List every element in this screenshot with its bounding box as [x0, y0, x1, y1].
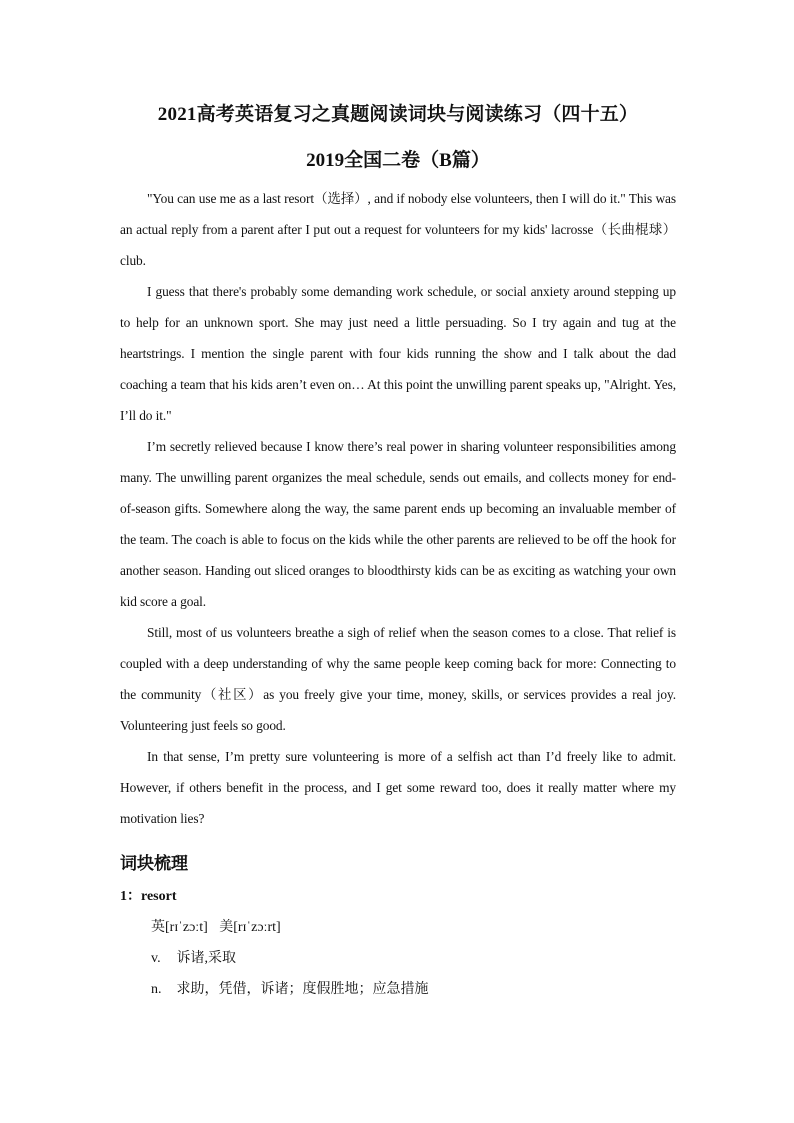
passage-paragraph: In that sense, I’m pretty sure volunteering is more of a selfish act than I’d freely like to admit. However, if others benefit in the process, and I get some reward too, does it really matter where my motivation lies?: [120, 749, 676, 826]
page-subtitle: 2019全国二卷（B篇）: [306, 150, 490, 171]
vocab-word: 1：resort: [120, 889, 177, 904]
sense-meaning: 求助，凭借，诉诸；度假胜地；应急措施: [176, 982, 429, 997]
reading-passage: [120, 183, 676, 834]
passage-paragraph: I’m secretly relieved because I know there’s real power in sharing volunteer responsibilities among many. The unwilling parent organizes the meal schedule, sends out emails, and collects money for end-of-season gifts. Somewhere along the way, the same parent ends up becoming an invaluable member of the team. The coach is able to focus on the kids while the other parents are relieved to be off the hook for another season. Handing out sliced oranges to bloodthirsty kids can be as exciting as watching your own kid score a goal.: [120, 439, 676, 609]
passage-paragraph: "You can use me as a last resort（选择）, and if nobody else volunteers, then I will do it." This was an actual reply from a parent after I put out a request for volunteers for my kids' lacrosse（长曲棍球）club.: [120, 191, 676, 268]
phonetic-us: 美[rɪˈzɔːrt]: [219, 920, 281, 935]
vocab-sense: [120, 974, 676, 1005]
part-of-speech: v.: [151, 951, 161, 966]
phonetic-uk: 英[rɪˈzɔːt]: [151, 920, 208, 935]
vocab-sense: [120, 943, 676, 974]
page-title: 2021高考英语复习之真题阅读词块与阅读练习（四十五）: [157, 104, 639, 125]
sense-meaning: 诉诸,采取: [176, 951, 236, 966]
passage-paragraph: Still, most of us volunteers breathe a sigh of relief when the season comes to a close. That relief is coupled with a deep understanding of why the same people keep coming back for more: Connecting to the community（社区）as you freely give your time, money, skills, or services provides a real joy. Volunteering just feels so good.: [120, 625, 676, 733]
section-heading-vocab: 词块梳理: [120, 854, 188, 873]
vocab-phonetics: [120, 912, 676, 943]
part-of-speech: n.: [151, 982, 162, 997]
passage-paragraph: I guess that there's probably some demanding work schedule, or social anxiety around stepping up to help for an unknown sport. She may just need a little persuading. So I try again and tug at the heartstrings. I mention the single parent with four kids running the show and I talk about the dad coaching a team that his kids aren’t even on… At this point the unwilling parent speaks up, "Alright. Yes, I’ll do it.": [120, 284, 676, 423]
vocab-item: [120, 882, 676, 1005]
